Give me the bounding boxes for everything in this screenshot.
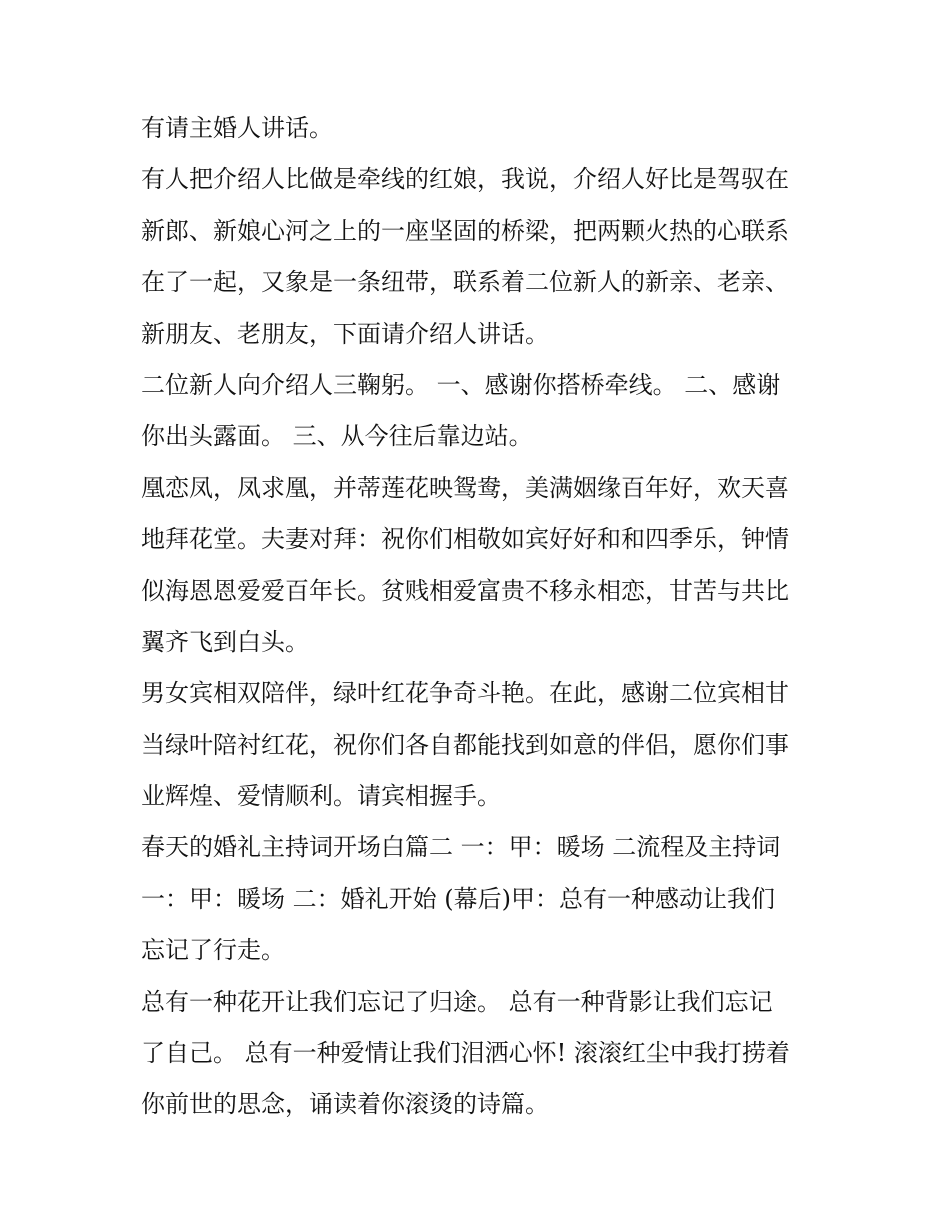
text-line: 总有一种花开让我们忘记了归途。 总有一种背影让我们忘记: [141, 987, 773, 1016]
text-line: 春天的婚礼主持词开场白篇二 一：甲：暖场 二流程及主持词: [141, 833, 781, 862]
text-line: 似海恩恩爱爱百年长。贫贱相爱富贵不移永相恋，甘苦与共比: [141, 576, 789, 605]
text-line: 凰恋凤，凤求凰，并蒂莲花映鸳鸯，美满姻缘百年好，欢天喜: [141, 473, 789, 502]
text-line: 了自己。 总有一种爱情让我们泪洒心怀! 滚滚红尘中我打捞着: [141, 1039, 790, 1068]
text-line: 一：甲：暖场 二：婚礼开始 (幕后)甲：总有一种感动让我们: [141, 884, 775, 913]
text-line: 你出头露面。 三、从今往后靠边站。: [141, 422, 533, 451]
text-line: 新朋友、老朋友，下面请介绍人讲话。: [141, 319, 549, 348]
text-line: 你前世的思念，诵读着你滚烫的诗篇。: [141, 1090, 549, 1119]
text-line: 地拜花堂。夫妻对拜：祝你们相敬如宾好好和和四季乐，钟情: [141, 525, 789, 554]
text-line: 有请主婚人讲话。: [141, 114, 333, 142]
text-line: 当绿叶陪衬红花，祝你们各自都能找到如意的伴侣，愿你们事: [141, 730, 789, 759]
document-body: [141, 103, 821, 1131]
text-line: 男女宾相双陪伴，绿叶红花争奇斗艳。在此，感谢二位宾相甘: [141, 679, 789, 708]
text-line: 二位新人向介绍人三鞠躬。 一、感谢你搭桥牵线。 二、感谢: [141, 370, 781, 399]
text-line: 业辉煌、爱情顺利。请宾相握手。: [141, 782, 501, 811]
text-line: 在了一起，又象是一条纽带，联系着二位新人的新亲、老亲、: [141, 268, 789, 297]
text-line: 忘记了行走。: [141, 936, 285, 965]
text-line: 翼齐飞到白头。: [141, 627, 309, 656]
text-line: 新郎、新娘心河之上的一座坚固的桥梁，把两颗火热的心联系: [141, 216, 789, 245]
text-line: 有人把介绍人比做是牵线的红娘，我说，介绍人好比是驾驭在: [141, 165, 789, 194]
